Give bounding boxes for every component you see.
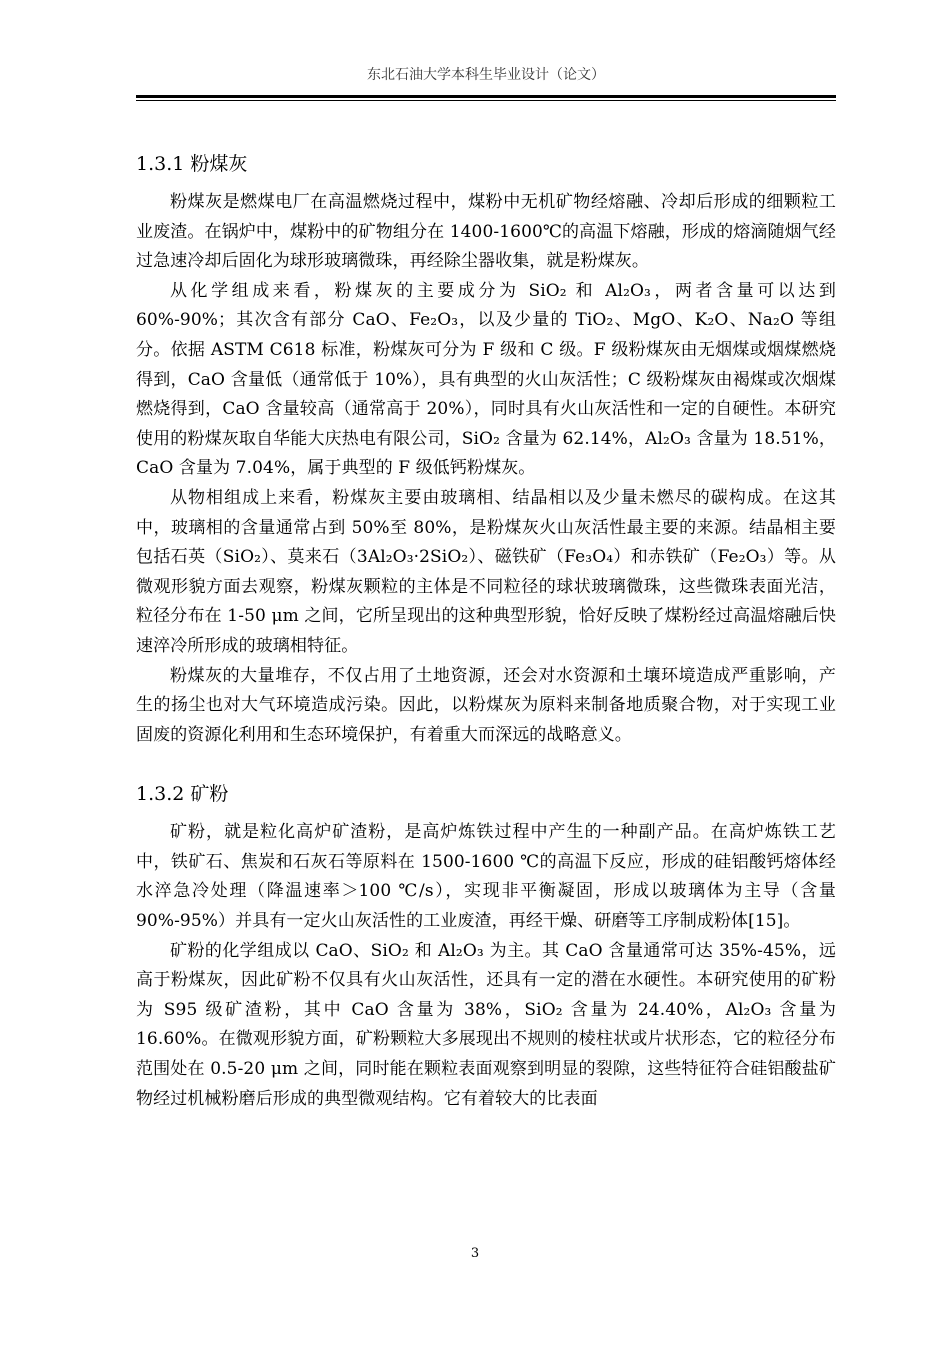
header-rule-thin [136,100,836,101]
page-number: 3 [470,1246,480,1261]
paragraph: 粉煤灰是燃煤电厂在高温燃烧过程中，煤粉中无机矿物经熔融、冷却后形成的细颗粒工业废渣。在锅炉中，煤粉中的矿物组分在 1400-1600℃的高温下熔融，形成的熔滴随烟气经过急速冷却后固化为球形玻璃微珠，再经除尘器收集，就是粉煤灰。 [136,192,836,272]
paragraph: 从化学组成来看，粉煤灰的主要成分为 SiO₂ 和 Al₂O₃，两者含量可以达到 60%-90%；其次含有部分 CaO、Fe₂O₃，以及少量的 TiO₂、MgO、K₂O、Na₂O 等组分。依据 ASTM C618 标准，粉煤灰可分为 F 级和 C 级。F 级粉煤灰由无烟煤或烟煤燃烧得到，CaO 含量低（通常低于 10%），具有典型的火山灰活性；C 级粉煤灰由褐煤或次烟煤燃烧得到，CaO 含量较高（通常高于 20%），同时具有火山灰活性和一定的自硬性。本研究使用的粉煤灰取自华能大庆热电有限公司，SiO₂ 含量为 62.14%，Al₂O₃ 含量为 18.51%，CaO 含量为 7.04%，属于典型的 F 级低钙粉煤灰。 [136,280,836,479]
running-header: 东北石油大学本科生毕业设计（论文） [367,67,605,83]
paragraph: 从物相组成上来看，粉煤灰主要由玻璃相、结晶相以及少量未燃尽的碳构成。在这其中，玻璃相的含量通常占到 50%至 80%，是粉煤灰火山灰活性最主要的来源。结晶相主要包括石英（SiO₂）、莫来石（3Al₂O₃·2SiO₂）、磁铁矿（Fe₃O₄）和赤铁矿（Fe₂O₃）等。从微观形貌方面去观察，粉煤灰颗粒的主体是不同粒径的球状玻璃微珠，这些微珠表面光洁，粒径分布在 1-50 μm 之间，它所呈现出的这种典型形貌，恰好反映了煤粉经过高温熔融后快速淬冷所形成的玻璃相特征。 [136,487,836,656]
header-rule-thick [136,95,836,98]
page-body [136,140,836,1114]
paragraph: 粉煤灰的大量堆存，不仅占用了土地资源，还会对水资源和土壤环境造成严重影响，产生的扬尘也对大气环境造成污染。因此，以粉煤灰为原料来制备地质聚合物，对于实现工业固废的资源化利用和生态环境保护，有着重大而深远的战略意义。 [136,665,836,745]
paragraph: 矿粉，就是粒化高炉矿渣粉，是高炉炼铁过程中产生的一种副产品。在高炉炼铁工艺中，铁矿石、焦炭和石灰石等原料在 1500-1600 ℃的高温下反应，形成的硅铝酸钙熔体经水淬急冷处理（降温速率＞100 ℃/s），实现非平衡凝固，形成以玻璃体为主导（含量 90%-95%）并具有一定火山灰活性的工业废渣，再经干燥、研磨等工序制成粉体[15]。 [136,822,836,932]
section-heading-1-3-1: 1.3.1 粉煤灰 [136,153,248,175]
section-spacer [136,750,836,770]
section-heading-1-3-2: 1.3.2 矿粉 [136,783,229,806]
paragraph: 矿粉的化学组成以 CaO、SiO₂ 和 Al₂O₃ 为主。其 CaO 含量通常可达 35%-45%，远高于粉煤灰，因此矿粉不仅具有火山灰活性，还具有一定的潜在水硬性。本研究使用的矿粉为 S95 级矿渣粉，其中 CaO 含量为 38%，SiO₂ 含量为 24.40%，Al₂O₃ 含量为 16.60%。在微观形貌方面，矿粉颗粒大多展现出不规则的棱柱状或片状形态，它的粒径分布范围处在 0.5-20 μm 之间，同时能在颗粒表面观察到明显的裂隙，这些特征符合硅铝酸盐矿物经过机械粉磨后形成的典型微观结构。它有着较大的比表面 [136,940,836,1109]
